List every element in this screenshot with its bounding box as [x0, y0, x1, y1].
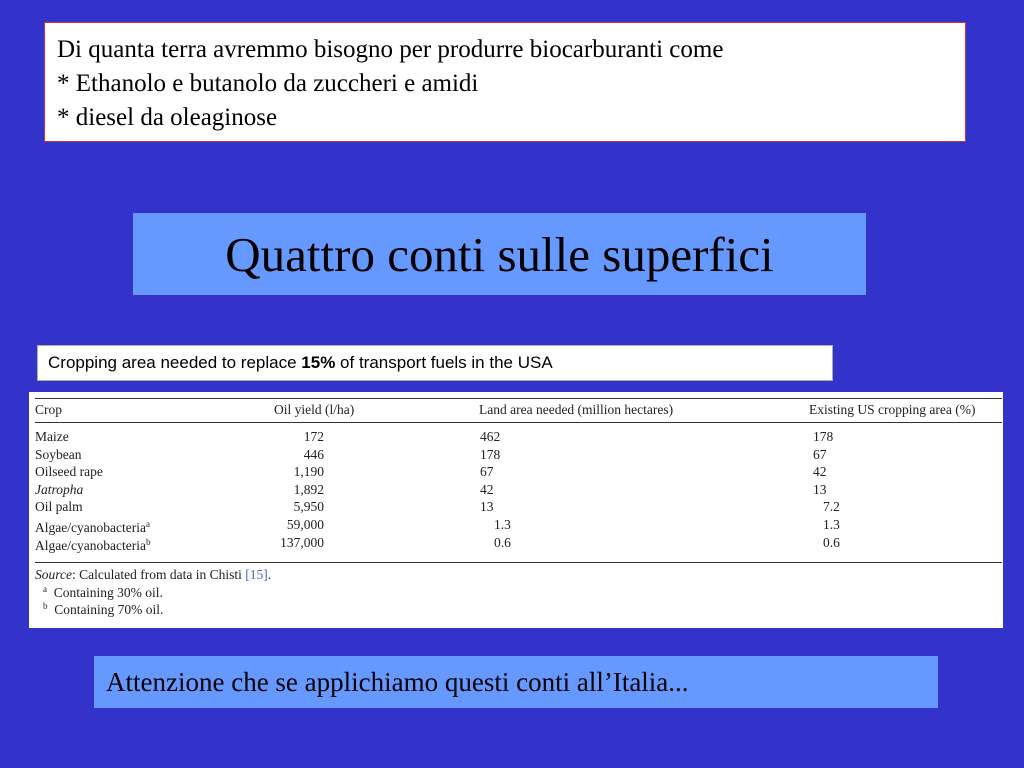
cell-existing: 0.6	[823, 534, 840, 550]
slide-title-text: Quattro conti sulle superfici	[225, 226, 774, 282]
cell-land-area: 42	[480, 481, 494, 497]
table-row	[29, 534, 1003, 552]
header-land-area: Land area needed (million hectares)	[479, 402, 674, 417]
table-row	[29, 498, 1003, 516]
crop-name: Soybean	[35, 446, 82, 462]
cell-oil-yield: 137,000	[280, 534, 324, 550]
header-existing: Existing US cropping area (%)	[809, 402, 976, 417]
table-row	[29, 446, 1003, 464]
cell-crop	[35, 446, 82, 464]
cell-existing: 1.3	[823, 517, 840, 532]
table-bottom-rule	[35, 562, 1002, 563]
crop-footnote-mark: a	[145, 519, 150, 529]
caption-prefix: Cropping area needed to replace	[48, 353, 302, 372]
source-text: : Calculated from data in Chisti	[72, 567, 246, 582]
cell-oil-yield: 172	[303, 429, 324, 444]
slide-title	[133, 213, 866, 295]
cell-crop	[35, 534, 150, 555]
crop-name: Oilseed rape	[35, 464, 103, 480]
cell-crop	[35, 463, 103, 481]
cell-crop	[35, 428, 69, 446]
cell-oil-yield: 1,190	[293, 464, 324, 480]
cell-existing: 67	[813, 446, 827, 462]
crop-name: Maize	[35, 429, 69, 444]
source-end: .	[267, 567, 272, 582]
cell-land-area: 178	[480, 446, 501, 462]
note-b-text: Containing 70% oil.	[54, 602, 164, 617]
table-caption	[37, 345, 833, 381]
intro-line-3: * diesel da oleaginose	[57, 104, 278, 131]
cell-oil-yield: 446	[303, 446, 324, 462]
caption-suffix: of transport fuels in the USA	[335, 353, 553, 372]
table-top-rule	[35, 398, 1002, 399]
cell-oil-yield: 59,000	[286, 517, 324, 532]
intro-box	[44, 22, 966, 142]
crop-footnote-mark: b	[145, 536, 151, 547]
footer-note: Attenzione che se applichiamo questi conti all’Italia...	[106, 666, 689, 697]
cell-oil-yield: 1,892	[293, 481, 324, 497]
cell-crop	[35, 481, 83, 499]
crop-name: Oil palm	[35, 499, 83, 515]
crop-name: Algae/cyanobacteria	[35, 520, 146, 535]
cell-land-area: 462	[480, 429, 501, 444]
cell-crop	[35, 498, 83, 516]
cell-land-area: 67	[480, 464, 494, 480]
cell-land-area: 13	[480, 499, 494, 515]
note-a-text: Containing 30% oil.	[53, 585, 163, 600]
table-row	[29, 481, 1003, 499]
table-note-a	[43, 584, 163, 601]
header-oil-yield: Oil yield (l/ha)	[274, 402, 355, 417]
cell-existing: 13	[813, 481, 827, 497]
table-row	[29, 463, 1003, 481]
crop-name: Algae/cyanobacteria	[35, 537, 146, 553]
header-crop: Crop	[35, 402, 62, 417]
caption-bold: 15%	[301, 353, 336, 372]
cell-existing: 42	[813, 464, 827, 480]
intro-line-2: * Ethanolo e butanolo da zuccheri e amidi	[57, 70, 479, 97]
table-header-rule	[35, 422, 1002, 423]
note-a-mark: a	[43, 584, 47, 594]
cell-existing: 178	[813, 429, 834, 444]
source-label: Source	[35, 567, 72, 582]
intro-line-1: Di quanta terra avremmo bisogno per produrre biocarburanti come	[57, 36, 724, 63]
table-row	[29, 428, 1003, 446]
cell-existing: 7.2	[823, 499, 840, 515]
cell-land-area: 0.6	[494, 534, 511, 550]
source-ref: [15]	[245, 567, 268, 582]
crop-name: Jatropha	[35, 481, 84, 497]
crop-table	[29, 392, 1003, 628]
table-row	[29, 516, 1003, 534]
cell-land-area: 1.3	[494, 517, 511, 532]
note-b-mark: b	[43, 601, 48, 611]
table-source	[35, 567, 271, 583]
table-note-b	[43, 601, 163, 618]
footer-note-box	[94, 656, 938, 708]
cell-oil-yield: 5,950	[293, 499, 324, 515]
